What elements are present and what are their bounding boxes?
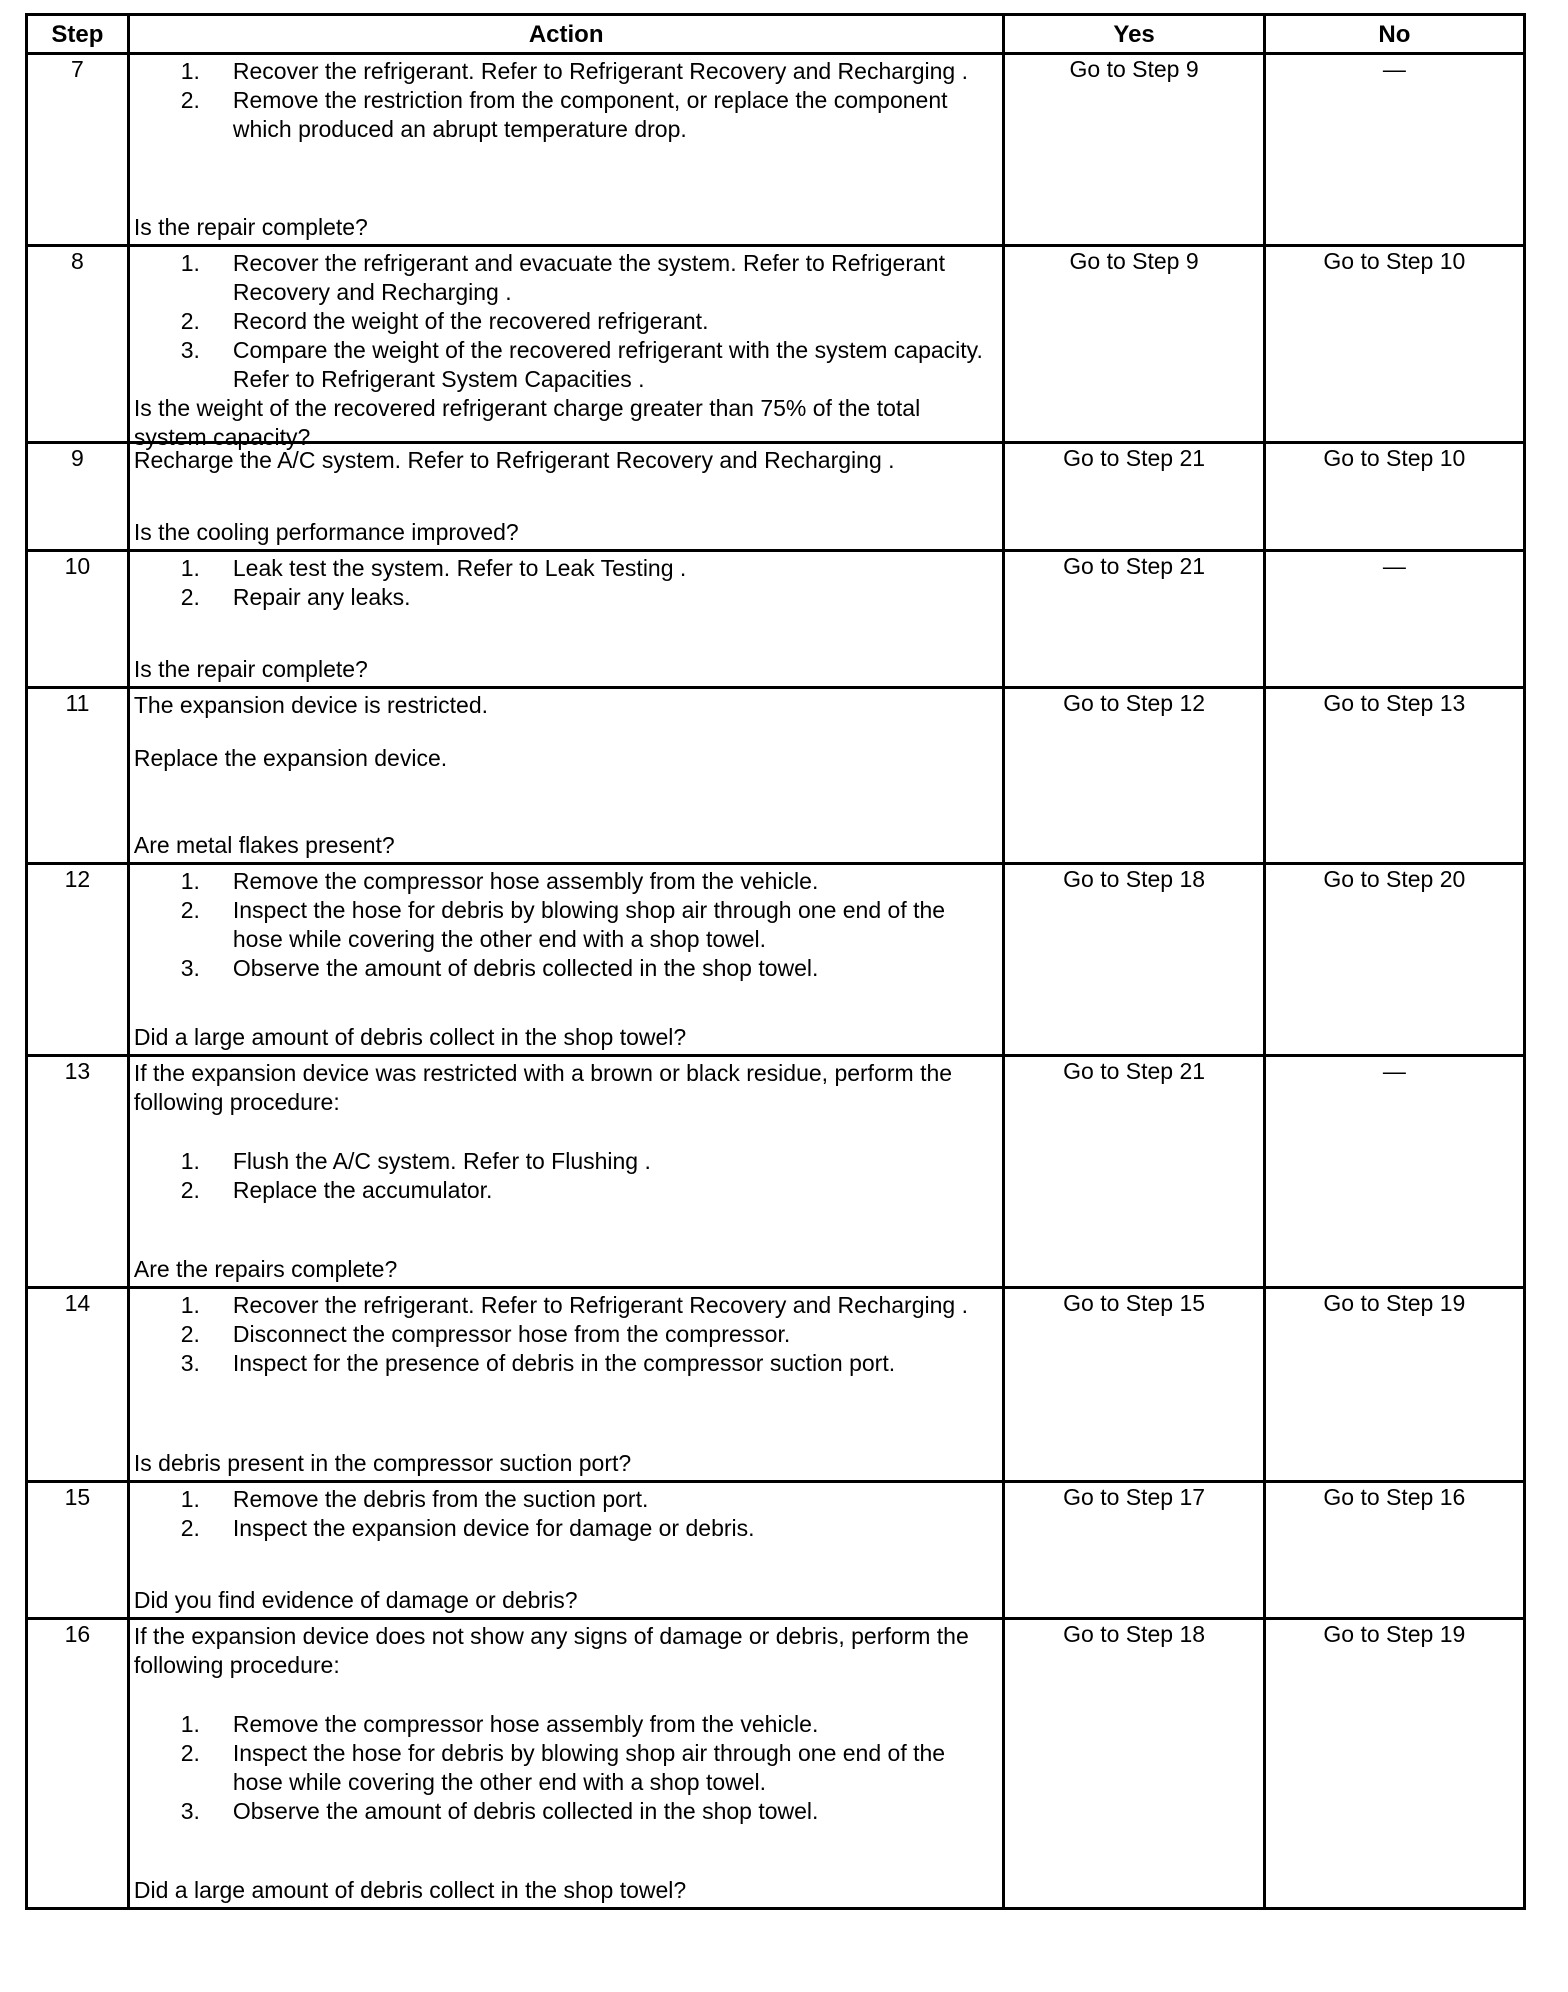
yes-result: Go to Step 18 (1004, 1619, 1264, 1909)
action-question: Is the weight of the recovered refrigerant charge greater than 75% of the total system capacity? (133, 395, 921, 450)
action-paragraph: If the expansion device does not show any signs of damage or debris, perform the following procedure: (133, 1623, 969, 1678)
step-number: 14 (27, 1288, 129, 1482)
procedure-step-number: 3. (180, 337, 200, 363)
procedure-step-text: Remove the compressor hose assembly from the vehicle. (232, 1711, 819, 1737)
procedure-step-text: Record the weight of the recovered refrigerant. (232, 308, 709, 334)
action-cell (128, 1619, 1004, 1909)
procedure-step-text: Remove the restriction from the component, or replace the component which produced an abrupt temperature drop. (232, 87, 948, 142)
procedure-step-number: 2. (180, 1321, 200, 1347)
action-paragraph: Replace the expansion device. (133, 745, 448, 771)
procedure-step (134, 336, 999, 394)
yes-result: Go to Step 18 (1004, 864, 1264, 1056)
table-row (27, 1482, 1525, 1619)
procedure-step (134, 86, 999, 144)
table-row (27, 54, 1525, 246)
step-number: 16 (27, 1619, 129, 1909)
procedure-step (134, 1349, 999, 1378)
yes-result: Go to Step 21 (1004, 443, 1264, 551)
procedure-step (134, 1485, 999, 1514)
yes-result: Go to Step 9 (1004, 54, 1264, 246)
no-result: Go to Step 20 (1264, 864, 1524, 1056)
procedure-step (134, 867, 999, 896)
yes-result: Go to Step 21 (1004, 551, 1264, 688)
procedure-step-text: Inspect for the presence of debris in the compressor suction port. (232, 1350, 896, 1376)
action-question: Is debris present in the compressor suction port? (133, 1450, 632, 1476)
procedure-step-text: Compare the weight of the recovered refrigerant with the system capacity. Refer to Refrigerant System Capacities . (232, 337, 983, 392)
table-row (27, 551, 1525, 688)
procedure-step (134, 896, 999, 954)
header-action: Action (128, 15, 1004, 54)
procedure-step-number: 2. (180, 1515, 200, 1541)
procedure-step-number: 1. (180, 250, 200, 276)
procedure-step-text: Flush the A/C system. Refer to Flushing . (232, 1148, 651, 1174)
action-question: Did a large amount of debris collect in the shop towel? (133, 1877, 687, 1903)
procedure-step (134, 307, 999, 336)
step-number: 10 (27, 551, 129, 688)
procedure-list (134, 554, 999, 612)
procedure-step-number: 2. (180, 584, 200, 610)
procedure-step-text: Leak test the system. Refer to Leak Testing . (232, 555, 687, 581)
procedure-step-number: 1. (180, 1486, 200, 1512)
no-result: — (1264, 54, 1524, 246)
yes-result: Go to Step 9 (1004, 246, 1264, 443)
no-result: — (1264, 1056, 1524, 1288)
action-cell (128, 864, 1004, 1056)
procedure-step-number: 1. (180, 555, 200, 581)
diagnostic-table (25, 13, 1526, 1910)
table-row (27, 1056, 1525, 1288)
no-result: Go to Step 19 (1264, 1619, 1524, 1909)
yes-result: Go to Step 12 (1004, 688, 1264, 864)
action-question: Is the repair complete? (133, 656, 368, 682)
action-question: Are the repairs complete? (133, 1256, 398, 1282)
action-question: Is the repair complete? (133, 214, 368, 240)
action-cell (128, 1288, 1004, 1482)
table-row (27, 688, 1525, 864)
procedure-step (134, 554, 999, 583)
procedure-step-text: Observe the amount of debris collected in the shop towel. (232, 955, 819, 981)
procedure-step-text: Observe the amount of debris collected in the shop towel. (232, 1798, 819, 1824)
action-cell (128, 1482, 1004, 1619)
procedure-step-number: 3. (180, 955, 200, 981)
procedure-step-number: 2. (180, 87, 200, 113)
procedure-step-text: Recover the refrigerant and evacuate the system. Refer to Refrigerant Recovery and Recharging . (232, 250, 945, 305)
header-row (27, 15, 1525, 54)
procedure-step-text: Remove the debris from the suction port. (232, 1486, 649, 1512)
step-number: 12 (27, 864, 129, 1056)
procedure-list (134, 867, 999, 983)
table-row (27, 246, 1525, 443)
no-result: Go to Step 10 (1264, 443, 1524, 551)
action-paragraph: The expansion device is restricted. (133, 692, 488, 718)
procedure-step (134, 1320, 999, 1349)
action-question: Did you find evidence of damage or debris? (133, 1587, 578, 1613)
procedure-step-number: 1. (180, 58, 200, 84)
action-cell (128, 246, 1004, 450)
procedure-step-text: Replace the accumulator. (232, 1177, 493, 1203)
header-no: No (1264, 15, 1524, 54)
header-yes: Yes (1004, 15, 1264, 54)
procedure-list (134, 57, 999, 144)
procedure-list (134, 1710, 999, 1826)
step-number: 15 (27, 1482, 129, 1619)
procedure-step-text: Repair any leaks. (232, 584, 411, 610)
action-question: Did a large amount of debris collect in the shop towel? (133, 1024, 687, 1050)
table-row (27, 864, 1525, 1056)
procedure-list (134, 1485, 999, 1543)
procedure-step (134, 1710, 999, 1739)
action-question: Is the cooling performance improved? (133, 519, 519, 545)
action-paragraph: If the expansion device was restricted with a brown or black residue, perform the following procedure: (133, 1060, 953, 1115)
step-number: 11 (27, 688, 129, 864)
procedure-step-number: 2. (180, 308, 200, 334)
procedure-list (134, 1291, 999, 1378)
action-cell (128, 54, 1004, 246)
procedure-step-text: Disconnect the compressor hose from the compressor. (232, 1321, 791, 1347)
procedure-step-number: 1. (180, 1292, 200, 1318)
procedure-step (134, 583, 999, 612)
procedure-step-text: Inspect the hose for debris by blowing shop air through one end of the hose while covering the other end with a shop towel. (232, 897, 946, 952)
procedure-list (134, 249, 999, 394)
no-result: Go to Step 16 (1264, 1482, 1524, 1619)
procedure-step (134, 249, 999, 307)
action-paragraph: Recharge the A/C system. Refer to Refrigerant Recovery and Recharging . (133, 447, 895, 473)
table-row (27, 1288, 1525, 1482)
step-number: 13 (27, 1056, 129, 1288)
no-result: Go to Step 10 (1264, 246, 1524, 443)
procedure-step (134, 1739, 999, 1797)
header-step: Step (27, 15, 129, 54)
procedure-step (134, 1147, 999, 1176)
step-number: 7 (27, 54, 129, 246)
action-cell (128, 443, 1004, 551)
procedure-step-number: 3. (180, 1350, 200, 1376)
procedure-list (134, 1147, 999, 1205)
table-row (27, 1619, 1525, 1909)
step-number: 9 (27, 443, 129, 551)
action-cell (128, 551, 1004, 688)
yes-result: Go to Step 17 (1004, 1482, 1264, 1619)
procedure-step (134, 1797, 999, 1826)
procedure-step-text: Recover the refrigerant. Refer to Refrigerant Recovery and Recharging . (232, 1292, 968, 1318)
no-result: Go to Step 13 (1264, 688, 1524, 864)
procedure-step-number: 2. (180, 897, 200, 923)
procedure-step (134, 1291, 999, 1320)
action-cell (128, 688, 1004, 864)
action-cell (128, 1056, 1004, 1288)
procedure-step-number: 1. (180, 1148, 200, 1174)
procedure-step-text: Inspect the hose for debris by blowing shop air through one end of the hose while covering the other end with a shop towel. (232, 1740, 946, 1795)
procedure-step (134, 954, 999, 983)
procedure-step-number: 3. (180, 1798, 200, 1824)
yes-result: Go to Step 15 (1004, 1288, 1264, 1482)
procedure-step-number: 1. (180, 868, 200, 894)
procedure-step (134, 57, 999, 86)
step-number: 8 (27, 246, 129, 443)
procedure-step (134, 1514, 999, 1543)
procedure-step-number: 1. (180, 1711, 200, 1737)
procedure-step-number: 2. (180, 1740, 200, 1766)
no-result: — (1264, 551, 1524, 688)
no-result: Go to Step 19 (1264, 1288, 1524, 1482)
action-question: Are metal flakes present? (133, 832, 395, 858)
procedure-step-text: Remove the compressor hose assembly from the vehicle. (232, 868, 819, 894)
procedure-step-number: 2. (180, 1177, 200, 1203)
table-row (27, 443, 1525, 551)
procedure-step-text: Inspect the expansion device for damage or debris. (232, 1515, 755, 1541)
procedure-step-text: Recover the refrigerant. Refer to Refrigerant Recovery and Recharging . (232, 58, 968, 84)
yes-result: Go to Step 21 (1004, 1056, 1264, 1288)
procedure-step (134, 1176, 999, 1205)
